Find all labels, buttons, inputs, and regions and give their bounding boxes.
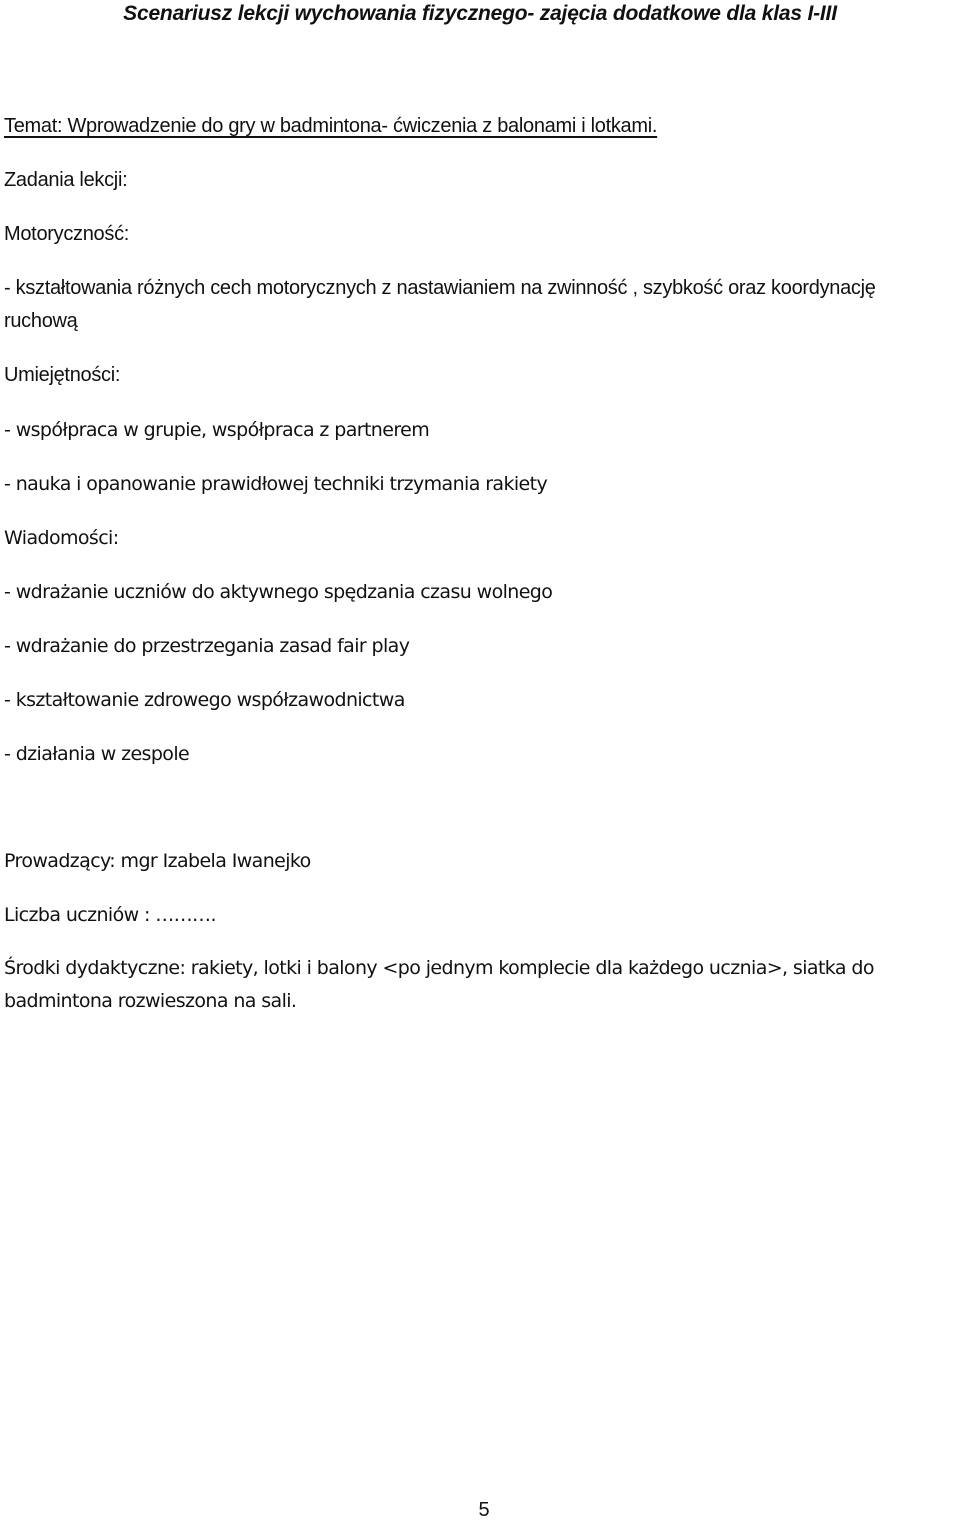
motor-item-line-2: ruchową [4,310,78,332]
skills-heading: Umiejętności: [4,364,121,386]
knowledge-item: - wdrażanie uczniów do aktywnego spędzania czasu wolnego [4,581,553,603]
page-number: 5 [478,1499,490,1521]
students-count: Liczba uczniów : ………. [4,904,216,926]
motor-item-line-1: - kształtowania różnych cech motorycznych z nastawianiem na zwinność , szybkość oraz koordynację [4,277,876,299]
skills-item: - nauka i opanowanie prawidłowej techniki trzymania rakiety [4,473,548,495]
knowledge-heading: Wiadomości: [4,527,119,549]
lesson-topic: Temat: Wprowadzenie do gry w badmintona- ćwiczenia z balonami i lotkami. [4,115,658,137]
tasks-heading: Zadania lekcji: [4,169,128,191]
teaching-materials: Środki dydaktyczne: rakiety, lotki i balony <po jednym komplecie dla każdego ucznia>, siatka do badmintona rozwieszona na sali. [4,957,874,1012]
knowledge-item: - wdrażanie do przestrzegania zasad fair play [4,635,410,657]
knowledge-item: - kształtowanie zdrowego współzawodnictwa [4,689,405,711]
page-header-title: Scenariusz lekcji wychowania fizycznego- zajęcia dodatkowe dla klas I-III [123,2,837,25]
teacher-name: Prowadzący: mgr Izabela Iwanejko [4,850,311,872]
motor-heading: Motoryczność: [4,223,130,245]
knowledge-item: - działania w zespole [4,743,190,765]
skills-item: - współpraca w grupie, współpraca z partnerem [4,419,430,441]
